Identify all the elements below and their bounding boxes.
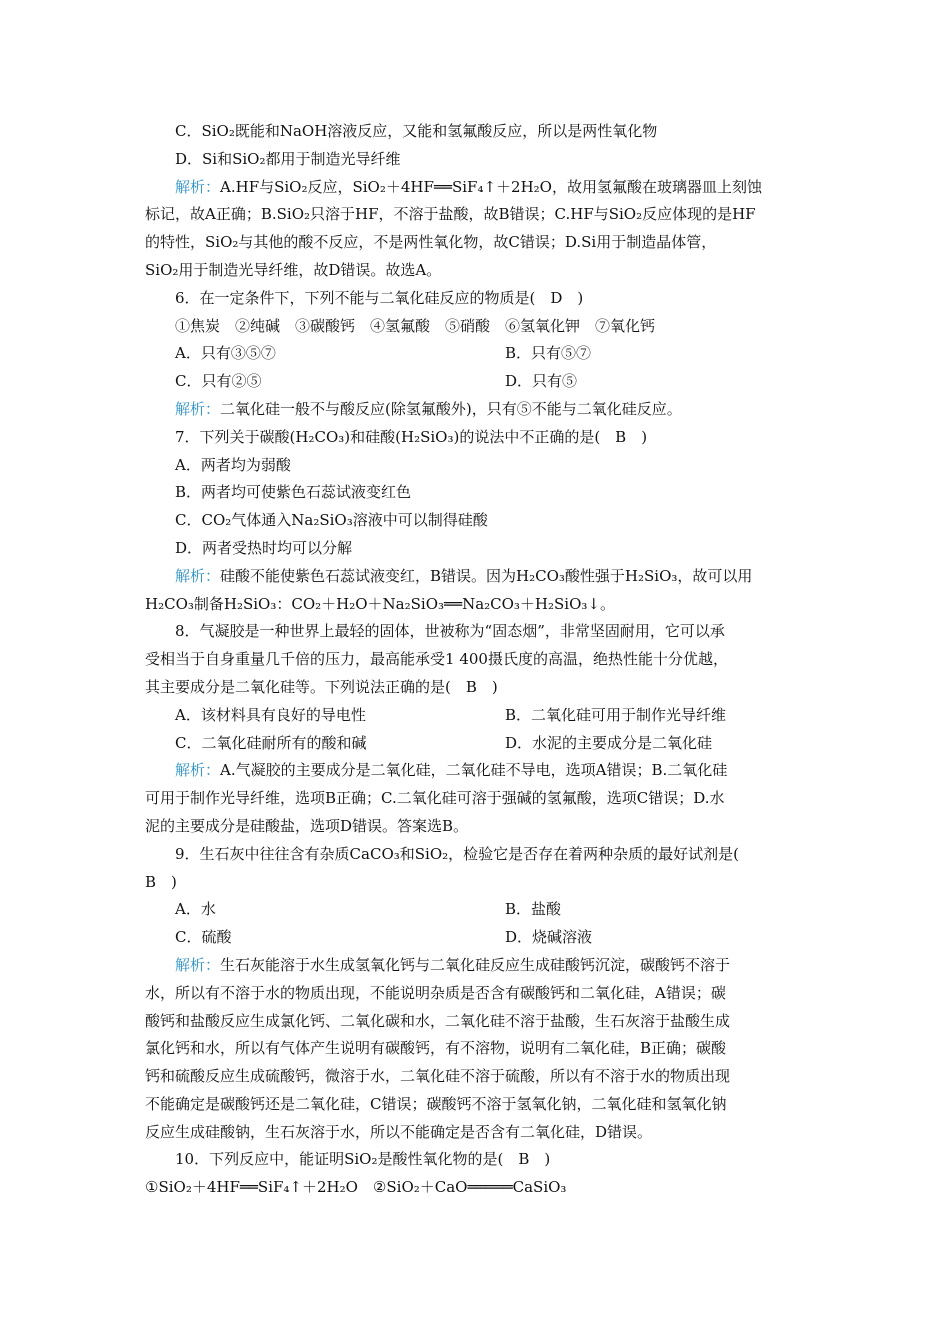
q9-option-b: B．盐酸 (505, 900, 562, 919)
q5-analysis-line (145, 174, 813, 202)
q6-option-a: A．只有③⑤⑦ (175, 344, 276, 363)
q8-analysis-text: 泥的主要成分是硅酸盐，选项D错误。答案选B。 (145, 816, 469, 835)
q9-analysis-line (145, 952, 813, 980)
q9-analysis-text: 水，所以有不溶于水的物质出现，不能说明杂质是否含有碳酸钙和二氧化硅，A错误；碳 (145, 983, 726, 1002)
q8-stem: 其主要成分是二氧化硅等。下列说法正确的是( B ) (145, 677, 498, 696)
q6-analysis-text: 二氧化硅一般不与酸反应(除氢氟酸外)，只有⑤不能与二氧化硅反应。 (220, 399, 682, 418)
q9-analysis-text: 钙和硫酸反应生成硫酸钙，微溶于水，二氧化硅不溶于硫酸，所以有不溶于水的物质出现 (145, 1067, 731, 1086)
q5-analysis-text: SiO₂用于制造光导纤维，故D错误。故选A。 (145, 260, 442, 279)
q8-analysis-text: A.气凝胶的主要成分是二氧化硅，二氧化硅不导电，选项A错误；B.二氧化硅 (220, 761, 728, 780)
q9-option-c: C．硫酸 (175, 928, 232, 947)
q5-analysis-text: 的特性，SiO₂与其他的酸不反应，不是两性氧化物，故C错误；D.Si用于制造晶体管， (145, 233, 717, 252)
q7-analysis-text: H₂CO₃制备H₂SiO₃：CO₂＋H₂O＋Na₂SiO₃══Na₂CO₃＋H₂SiO₃↓。 (145, 594, 615, 613)
analysis-label: 解析： (175, 399, 221, 418)
q9-stem: 9．生石灰中往往含有杂质CaCO₃和SiO₂，检验它是否存在着两种杂质的最好试剂是( (175, 844, 739, 863)
q7-option-a: A．两者均为弱酸 (175, 455, 291, 474)
q9-analysis-text: 氯化钙和水，所以有气体产生说明有碳酸钙，有不溶物，说明有二氧化硅，B正确；碳酸 (145, 1039, 727, 1058)
q6-options-row (145, 368, 813, 396)
q9-options-row (145, 924, 813, 952)
q9-stem: B ) (145, 872, 177, 891)
q5-option-c: C．SiO₂既能和NaOH溶液反应，又能和氢氟酸反应，所以是两性氧化物 (175, 122, 658, 140)
q8-stem: 8．气凝胶是一种世界上最轻的固体，世被称为“固态烟”，非常坚固耐用，它可以承 (175, 622, 725, 641)
q5-option-d: D．Si和SiO₂都用于制造光导纤维 (175, 149, 401, 168)
analysis-label: 解析： (175, 761, 221, 780)
q7-analysis-text: 硅酸不能使紫色石蕊试液变红，B错误。因为H₂CO₃酸性强于H₂SiO₃，故可以用 (220, 566, 753, 585)
analysis-label: 解析： (175, 177, 221, 196)
q9-option-d: D．烧碱溶液 (505, 928, 593, 947)
q7-analysis-line (145, 563, 813, 591)
q7-stem: 7．下列关于碳酸(H₂CO₃)和硅酸(H₂SiO₃)的说法中不正确的是( B ) (175, 427, 648, 446)
q9-analysis-text: 生石灰能溶于水生成氢氧化钙与二氧化硅反应生成硅酸钙沉淀，碳酸钙不溶于 (220, 955, 731, 974)
q7-option-b: B．两者均可使紫色石蕊试液变红色 (175, 483, 412, 502)
q8-analysis-line (145, 757, 813, 785)
q8-options-row (145, 730, 813, 758)
q5-analysis-text: 标记，故A正确；B.SiO₂只溶于HF，不溶于盐酸，故B错误；C.HF与SiO₂反应体现的是HF (145, 205, 756, 224)
q9-analysis-text: 反应生成硅酸钠，生石灰溶于水，所以不能确定是否含有二氧化硅，D错误。 (145, 1122, 653, 1141)
q7-option-d: D．两者受热时均可以分解 (175, 538, 353, 557)
q6-stem: 6．在一定条件下，下列不能与二氧化硅反应的物质是( D ) (175, 288, 584, 307)
q6-option-d: D．只有⑤ (505, 372, 578, 391)
q8-option-a: A．该材料具有良好的导电性 (175, 705, 366, 724)
q6-option-c: C．只有②⑤ (175, 372, 262, 391)
q6-options-row (145, 340, 813, 368)
q10-stem: 10．下列反应中，能证明SiO₂是酸性氧化物的是( B ) (175, 1150, 551, 1169)
q9-analysis-text: 不能确定是碳酸钙还是二氧化硅，C错误；碳酸钙不溶于氢氧化钠，二氧化硅和氢氧化钠 (145, 1094, 727, 1113)
analysis-label: 解析： (175, 566, 221, 585)
analysis-label: 解析： (175, 955, 221, 974)
q5-analysis-text: A.HF与SiO₂反应，SiO₂＋4HF══SiF₄↑＋2H₂O，故用氢氟酸在玻璃器皿上刻蚀 (220, 177, 762, 196)
question-content (145, 118, 813, 1202)
q8-option-c: C．二氧化硅耐所有的酸和碱 (175, 733, 367, 752)
q8-stem: 受相当于自身重量几千倍的压力，最高能承受1 400摄氏度的高温，绝热性能十分优越， (145, 650, 728, 669)
q8-option-d: D．水泥的主要成分是二氧化硅 (505, 733, 713, 752)
q6-option-b: B．只有⑤⑦ (505, 344, 592, 363)
q9-options-row (145, 896, 813, 924)
q8-analysis-text: 可用于制作光导纤维，选项B正确；C.二氧化硅可溶于强碱的氢氟酸，选项C错误；D.水 (145, 789, 725, 808)
q9-analysis-text: 酸钙和盐酸反应生成氯化钙、二氧化碳和水，二氧化硅不溶于盐酸，生石灰溶于盐酸生成 (145, 1011, 731, 1030)
q8-options-row (145, 702, 813, 730)
q10-items: ①SiO₂＋4HF══SiF₄↑＋2H₂O ②SiO₂＋CaO═════CaSiO₃ (145, 1178, 567, 1197)
q9-option-a: A．水 (175, 900, 216, 919)
q8-option-b: B．二氧化硅可用于制作光导纤维 (505, 705, 727, 724)
q6-items: ①焦炭 ②纯碱 ③碳酸钙 ④氢氟酸 ⑤硝酸 ⑥氢氧化钾 ⑦氧化钙 (175, 316, 656, 335)
q6-analysis-line (145, 396, 813, 424)
q7-option-c: C．CO₂气体通入Na₂SiO₃溶液中可以制得硅酸 (175, 511, 488, 530)
